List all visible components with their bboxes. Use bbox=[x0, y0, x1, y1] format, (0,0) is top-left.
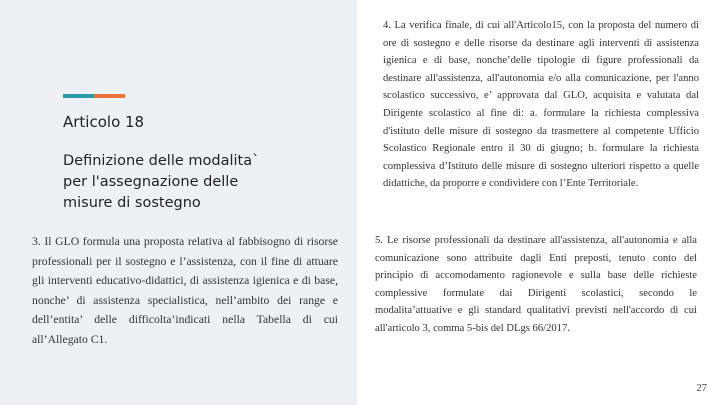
section-heading bbox=[63, 151, 343, 214]
paragraph-4: 4. La verifica finale, di cui all'Articolo15, con la proposta del numero di ore di sostegno e delle risorse da destinare agli interventi di assistenza igienica e di base, nonche’delle tipologie di figure professionali da destinare all'assistenza, all'autonomia e/o alla comunicazione, per l'anno scolastico successivo, e’ approvata dal GLO, acquisita e valutata dal Dirigente scolastico al fine di: a. formulare la richiesta complessiva d'istituto delle misure di sostegno da trasmettere al competente Ufficio Scolastico Regionale entro il 30 di giugno; b. formulare la richiesta complessiva d’Istituto delle misure di sostegno ulteriori rispetto a quelle didattiche, da proporre e condividere con l’Ente Territoriale. bbox=[383, 20, 699, 190]
accent-bar-teal bbox=[63, 94, 94, 98]
page-number: 27 bbox=[696, 383, 707, 394]
section-heading-line: misure di sostegno bbox=[63, 195, 201, 211]
section-heading-line: Definizione delle modalita` bbox=[63, 153, 260, 169]
article-title: Articolo 18 bbox=[63, 113, 145, 131]
paragraph-3: 3. Il GLO formula una proposta relativa al fabbisogno di risorse professionali per il sostegno e l’assistenza, con il fine di attuare gli interventi educativo-didattici, di assistenza igienica e di base, nonche’ di assistenza specialistica, nell’ambito dei range e dell’entita’ delle difficolta’indicati nella Tabella di cui all’Allegato C1. bbox=[32, 235, 338, 346]
paragraph-5: 5. Le risorse professionali da destinare all'assistenza, all'autonomia e alla comunicazione sono attribuite dagli Enti preposti, tenuto conto del principio di accomodamento ragionevole e sulla base delle richieste complessive formulate dai Dirigenti scolastici, secondo le modalita’attuative e gli standard qualitativi previsti nell'accordo di cui all'articolo 3, comma 5-bis del DLgs 66/2017. bbox=[375, 235, 697, 334]
left-panel bbox=[0, 0, 357, 405]
section-heading-line: per l'assegnazione delle bbox=[63, 174, 239, 190]
accent-bar-orange bbox=[94, 94, 125, 98]
